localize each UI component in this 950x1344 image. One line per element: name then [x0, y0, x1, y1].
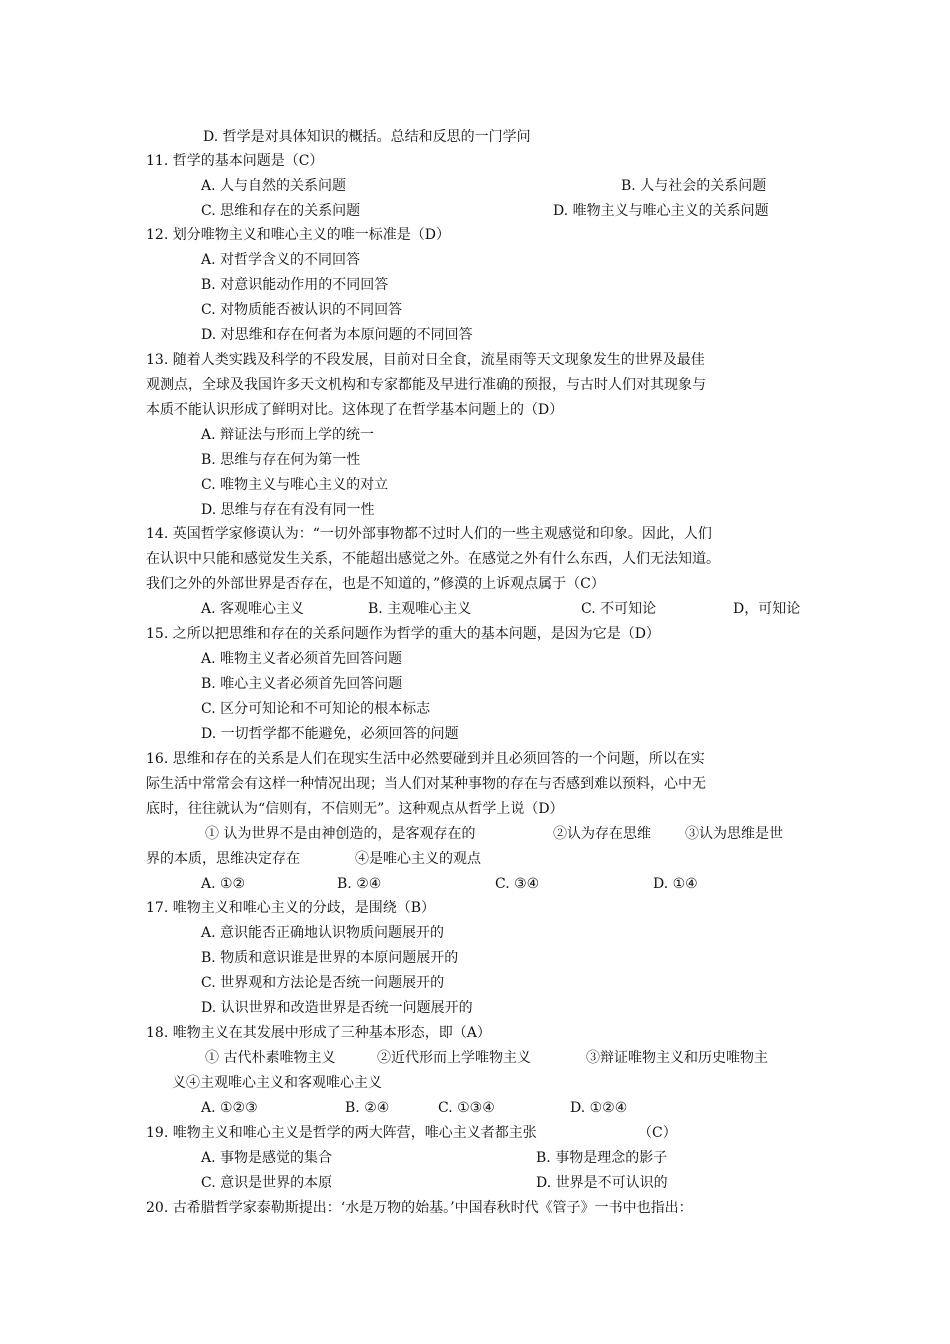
q15-stem: 15. 之所以把思维和存在的关系问题作为哲学的重大的基本问题，是因为它是（D） [146, 626, 660, 642]
q16-statement-3-cont: 界的本质，思维决定存在 [146, 851, 300, 867]
q12-option-a: A. 对哲学含义的不同回答 [201, 252, 361, 268]
q15-option-d: D. 一切哲学都不能避免，必须回答的问题 [201, 726, 459, 742]
q17-option-a: A. 意识能否正确地认识物质问题展开的 [201, 925, 445, 941]
q16-option-d: D. ①④ [653, 876, 698, 892]
q19-option-b: B. 事物是理念的影子 [536, 1150, 668, 1166]
q14-option-a: A. 客观唯心主义 [201, 601, 305, 617]
q18-statement-3: ③辩证唯物主义和历史唯物主 [586, 1050, 768, 1066]
q18-option-d: D. ①②④ [570, 1100, 628, 1116]
q14-stem-line-2: 在认识中只能和感觉发生关系，不能超出感觉之外。在感觉之外有什么东西，人们无法知道。 [146, 551, 720, 567]
q16-option-b: B. ②④ [337, 876, 382, 892]
q17-stem: 17. 唯物主义和唯心主义的分歧，是围绕（B） [146, 900, 436, 916]
q15-option-c: C. 区分可知论和不可知论的根本标志 [201, 701, 431, 717]
q17-option-c: C. 世界观和方法论是否统一问题展开的 [201, 975, 445, 991]
q11-stem: 11. 哲学的基本问题是（C） [146, 153, 324, 169]
q16-stem-line-2: 际生活中常常会有这样一种情况出现；当人们对某种事物的存在与否感到难以预料，心中无 [146, 776, 706, 792]
q19-option-c: C. 意识是世界的本原 [201, 1175, 333, 1191]
q18-stem: 18. 唯物主义在其发展中形成了三种基本形态，即（A） [146, 1025, 491, 1041]
q13-option-b: B. 思维与存在何为第一性 [201, 452, 361, 468]
q14-option-d: D，可知论 [733, 601, 801, 617]
q14-stem-line-3: 我们之外的外部世界是否存在，也是不知道的，”修漠的上诉观点属于（C） [146, 576, 605, 592]
q11-option-c: C. 思维和存在的关系问题 [201, 203, 361, 219]
q11-option-b: B. 人与社会的关系问题 [621, 178, 767, 194]
q19-option-d: D. 世界是不可认识的 [536, 1175, 668, 1191]
q18-statement-cont: 义④主观唯心主义和客观唯心主义 [172, 1075, 382, 1091]
q16-stem-line-3: 底时，往往就认为“信则有，不信则无”。这种观点从哲学上说（D） [146, 801, 564, 817]
q18-statement-2: ②近代形而上学唯物主义 [377, 1050, 531, 1066]
q18-statement-1: ① 古代朴素唯物主义 [205, 1050, 336, 1066]
q13-option-a: A. 辩证法与形而上学的统一 [201, 427, 375, 443]
q18-option-b: B. ②④ [345, 1100, 390, 1116]
q13-stem-line-3: 本质不能认识形成了鲜明对比。这体现了在哲学基本问题上的（D） [146, 402, 564, 418]
q16-statement-4: ④是唯心主义的观点 [355, 851, 481, 867]
q18-option-c: C. ①③④ [438, 1100, 495, 1116]
q11-option-a: A. 人与自然的关系问题 [201, 178, 347, 194]
q19-option-a: A. 事物是感觉的集合 [201, 1150, 333, 1166]
q12-option-c: C. 对物质能否被认识的不同回答 [201, 302, 403, 318]
q16-statement-2: ②认为存在思维 [553, 826, 651, 842]
q13-stem-line-2: 观测点，全球及我国许多天文机构和专家都能及早进行准确的预报，与古时人们对其现象与 [146, 377, 706, 393]
q17-option-d: D. 认识世界和改造世界是否统一问题展开的 [201, 1000, 473, 1016]
q14-stem-line-1: 14. 英国哲学家修谟认为：“一切外部事物都不过时人们的一些主观感觉和印象。因此，人们 [146, 526, 712, 542]
q19-answer: （C） [638, 1125, 677, 1141]
q16-statement-3: ③认为思维是世 [685, 826, 783, 842]
q19-stem: 19. 唯物主义和唯心主义是哲学的两大阵营，唯心主义者都主张 [146, 1125, 537, 1141]
q16-stem-line-1: 16. 思维和存在的关系是人们在现实生活中必然要碰到并且必须回答的一个问题，所以在实 [146, 751, 705, 767]
q15-option-b: B. 唯心主义者必须首先回答问题 [201, 676, 403, 692]
q17-option-b: B. 物质和意识谁是世界的本原问题展开的 [201, 950, 459, 966]
q14-option-b: B. 主观唯心主义 [368, 601, 472, 617]
q13-option-c: C. 唯物主义与唯心主义的对立 [201, 477, 389, 493]
q16-statement-1: ① 认为世界不是由神创造的，是客观存在的 [205, 826, 476, 842]
q16-option-a: A. ①② [201, 876, 246, 892]
q16-option-c: C. ③④ [495, 876, 540, 892]
q12-option-d: D. 对思维和存在何者为本原问题的不同回答 [201, 327, 473, 343]
q15-option-a: A. 唯物主义者必须首先回答问题 [201, 651, 403, 667]
q14-option-c: C. 不可知论 [581, 601, 657, 617]
q18-option-a: A. ①②③ [201, 1100, 258, 1116]
q12-stem: 12. 划分唯物主义和唯心主义的唯一标准是（D） [146, 227, 450, 243]
q13-stem-line-1: 13. 随着人类实践及科学的不段发展，目前对日全食，流星雨等天文现象发生的世界及最佳 [146, 352, 705, 368]
q20-stem: 20. 古希腊哲学家泰勒斯提出：‘水是万物的始基。’中国春秋时代《管子》一书中也指出： [146, 1200, 693, 1216]
q11-option-d: D. 唯物主义与唯心主义的关系问题 [553, 203, 769, 219]
q10-option-d: D. 哲学是对具体知识的概括。总结和反思的一门学问 [203, 129, 531, 145]
q12-option-b: B. 对意识能动作用的不同回答 [201, 277, 389, 293]
q13-option-d: D. 思维与存在有没有同一性 [201, 502, 375, 518]
